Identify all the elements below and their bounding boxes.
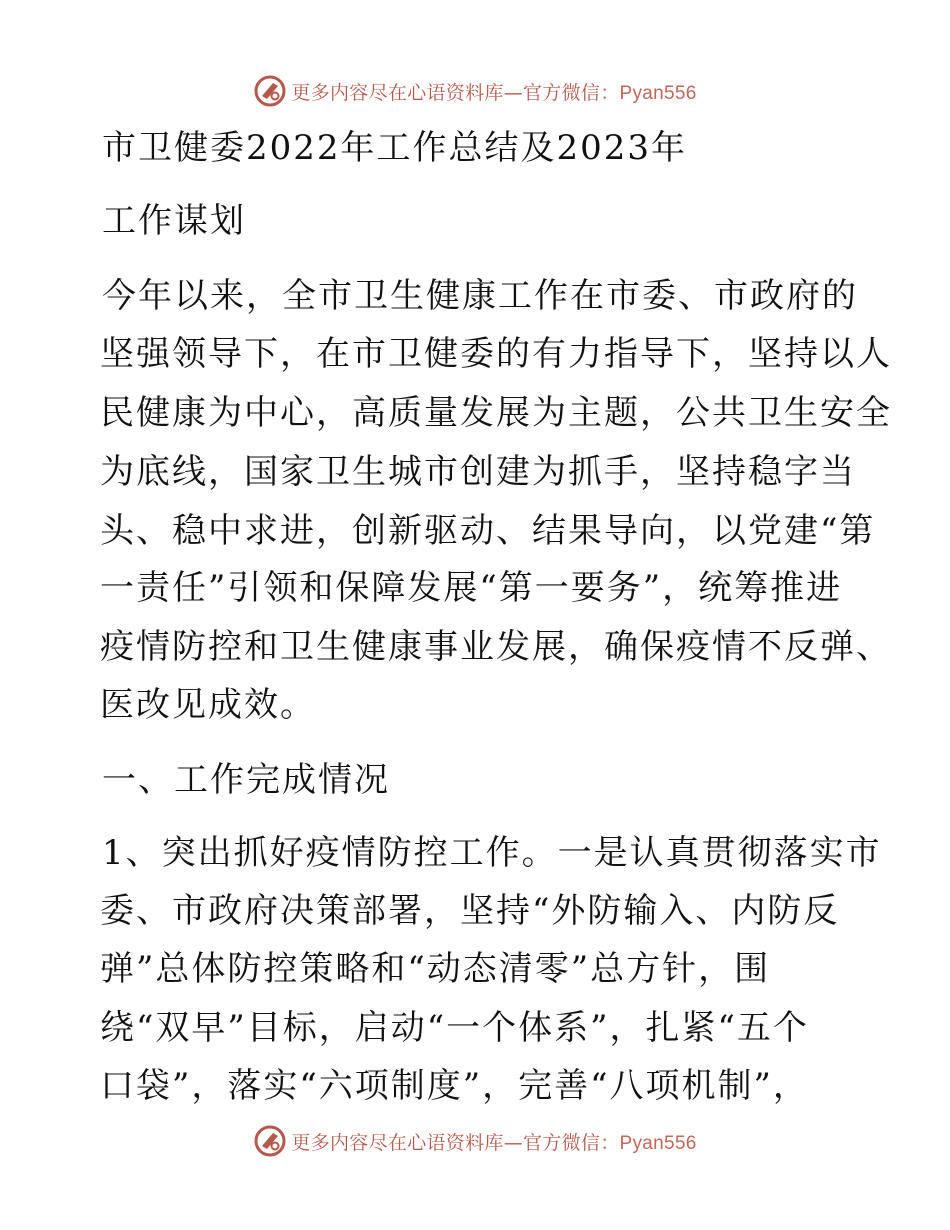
section-heading: 一、工作完成情况 xyxy=(102,760,390,800)
paragraph-line: 委、市政府决策部署，坚持“外防输入、内防反 xyxy=(100,891,840,931)
paragraph-line: 口袋”，落实“六项制度”，完善“八项机制”， xyxy=(100,1066,809,1106)
paragraph-line: 医改见成效。 xyxy=(100,685,316,725)
watermark-text: 更多内容尽在心语资料库—官方微信： xyxy=(291,81,620,104)
title-line-2: 工作谋划 xyxy=(102,201,246,241)
paragraph-line: 头、稳中求进，创新驱动、结果导向，以党建“第 xyxy=(100,511,876,551)
watermark-text: 更多内容尽在心语资料库—官方微信： xyxy=(291,1131,620,1154)
bottom-watermark xyxy=(0,1121,950,1161)
watermark-id: Pyan556 xyxy=(619,1132,697,1154)
paragraph-line: 一责任”引领和保障发展“第一要务”，统筹推进 xyxy=(100,568,843,608)
paragraph-line: 今年以来，全市卫生健康工作在市委、市政府的 xyxy=(102,276,858,316)
title-line-1: 市卫健委2022年工作总结及2023年 xyxy=(102,128,688,168)
paragraph-line: 为底线，国家卫生城市创建为抓手，坚持稳字当 xyxy=(100,452,856,492)
paragraph-line: 坚强领导下，在市卫健委的有力指导下，坚持以人 xyxy=(100,334,892,374)
paragraph-line: 绕“双早”目标，启动“一个体系”，扎紧“五个 xyxy=(100,1008,809,1048)
paragraph-line: 疫情防控和卫生健康事业发展，确保疫情不反弹、 xyxy=(100,627,892,667)
paragraph-line: 1、突出抓好疫情防控工作。一是认真贯彻落实市 xyxy=(102,833,882,873)
paragraph-line: 弹”总体防控策略和“动态清零”总方针，围 xyxy=(100,949,771,989)
top-watermark xyxy=(0,71,950,111)
paragraph-line: 民健康为中心，高质量发展为主题，公共卫生安全 xyxy=(100,393,892,433)
watermark-id: Pyan556 xyxy=(619,82,697,104)
seal-logo-icon xyxy=(253,74,287,108)
seal-logo-icon xyxy=(253,1124,287,1158)
